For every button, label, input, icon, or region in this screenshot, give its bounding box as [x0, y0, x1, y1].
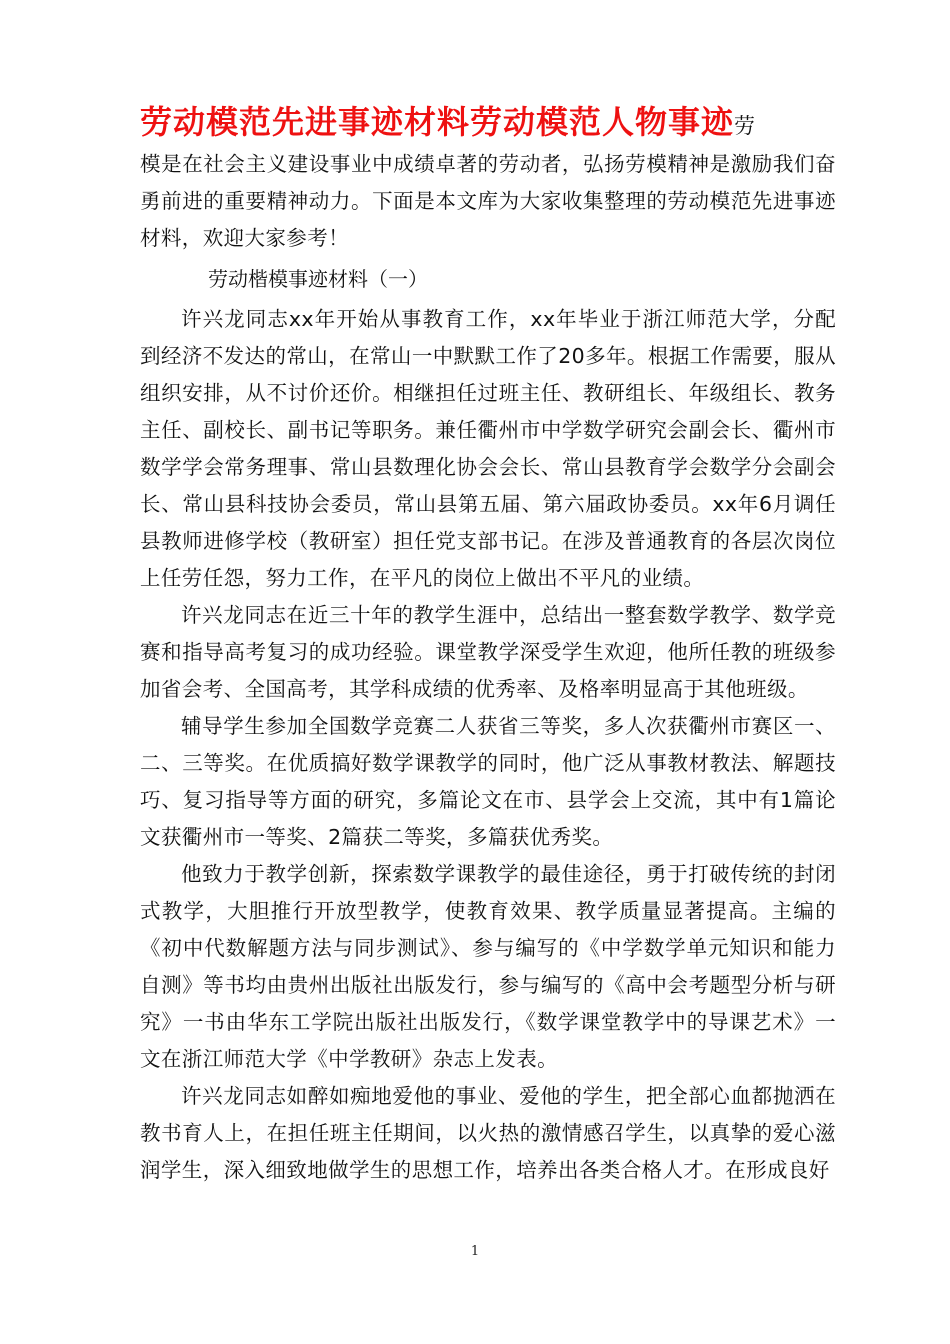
body-paragraph-1: 许兴龙同志xx年开始从事教育工作，xx年毕业于浙江师范大学，分配到经济不发达的常山，在常山一中默默工作了20多年。根据工作需要，服从组织安排，从不讨价还价。相继担任过班主任、教研组长、年级组长、教务主任、副校长、副书记等职务。兼任衢州市中学数学研究会副会长、衢州市数学学会常务理事、常山县数理化协会会长、常山县教育学会数学分会副会长、常山县科技协会委员，常山县第五届、第六届政协委员。xx年6月调任县教师进修学校（教研室）担任党支部书记。在涉及普通教育的各层次岗位上任劳任怨，努力工作，在平凡的岗位上做出不平凡的业绩。: [140, 307, 836, 590]
title-tail-text: 劳: [734, 114, 756, 138]
intro-paragraph: 模是在社会主义建设事业中成绩卓著的劳动者，弘扬劳模精神是激励我们奋勇前进的重要精神动力。下面是本文库为大家收集整理的劳动模范先进事迹材料，欢迎大家参考！: [140, 152, 836, 250]
body-paragraph-4: 他致力于教学创新，探索数学课教学的最佳途径，勇于打破传统的封闭式教学，大胆推行开放型教学，使教育效果、教学质量显著提高。主编的《初中代数解题方法与同步测试》、参与编写的《中学数学单元知识和能力自测》等书均由贵州出版社出版发行，参与编写的《高中会考题型分析与研究》一书由华东工学院出版社出版发行，《数学课堂教学中的导课艺术》一文在浙江师范大学《中学教研》杂志上发表。: [140, 862, 836, 1071]
document-body: [140, 102, 836, 1189]
body-paragraph-2: 许兴龙同志在近三十年的教学生涯中，总结出一整套数学教学、数学竞赛和指导高考复习的成功经验。课堂教学深受学生欢迎，他所任教的班级参加省会考、全国高考，其学科成绩的优秀率、及格率明显高于其他班级。: [140, 603, 836, 701]
page-number: 1: [470, 1244, 480, 1259]
document-title: 劳动模范先进事迹材料劳动模范人物事迹: [140, 103, 735, 141]
body-paragraph-3: 辅导学生参加全国数学竞赛二人获省三等奖，多人次获衢州市赛区一、二、三等奖。在优质搞好数学课教学的同时，他广泛从事教材教法、解题技巧、复习指导等方面的研究，多篇论文在市、县学会上交流，其中有1篇论文获衢州市一等奖、2篇获二等奖，多篇获优秀奖。: [140, 714, 836, 849]
body-paragraph-5: 许兴龙同志如醉如痴地爱他的事业、爱他的学生，把全部心血都抛洒在教书育人上，在担任班主任期间，以火热的激情感召学生，以真挚的爱心滋润学生，深入细致地做学生的思想工作，培养出各类合格人才。在形成良好: [140, 1084, 836, 1182]
section-heading: 劳动楷模事迹材料（一）: [208, 267, 428, 291]
title-line: [140, 102, 836, 146]
